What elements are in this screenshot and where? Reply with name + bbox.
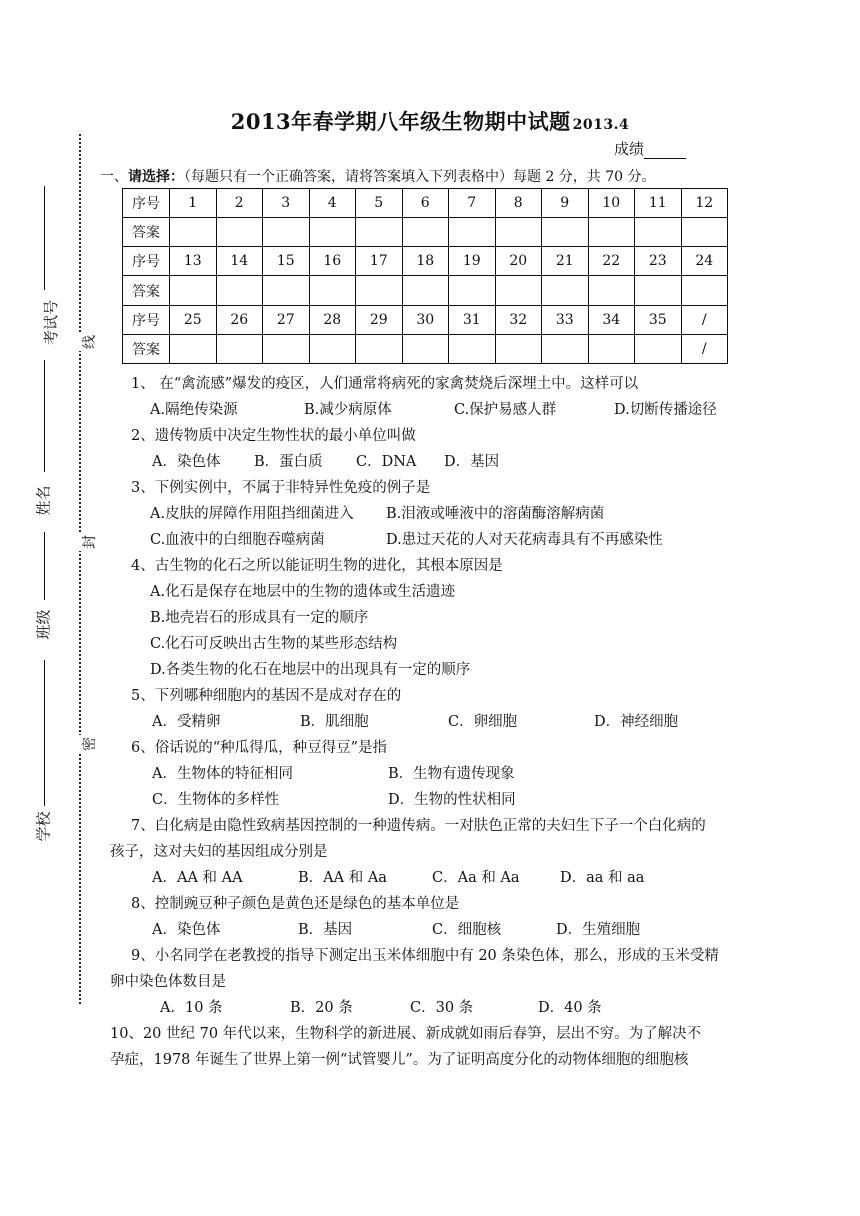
question-stem: 5、下列哪种细胞内的基因不是成对存在的 (131, 688, 402, 704)
row-label-number: 序号 (123, 189, 170, 218)
answer-cell[interactable] (542, 334, 589, 363)
question-number: 23 (635, 247, 682, 276)
question-number: 25 (170, 305, 217, 334)
answer-cell[interactable] (681, 276, 728, 305)
school-label: 学校 (34, 811, 53, 842)
option: B．AA 和 Aa (298, 870, 387, 886)
answer-cell[interactable] (356, 334, 403, 363)
answer-cell[interactable] (309, 334, 356, 363)
binding-char-seal: 封 (79, 533, 99, 551)
answer-cell[interactable] (402, 276, 449, 305)
option: B.泪液或唾液中的溶菌酶溶解病菌 (386, 506, 605, 522)
title-main: 2013年春学期八年级生物期中试题 (230, 109, 571, 134)
name-label: 姓名 (34, 485, 53, 516)
section-heading (100, 166, 656, 186)
name-line[interactable] (44, 360, 45, 472)
table-row (123, 218, 728, 247)
row-label-number: 序号 (123, 305, 170, 334)
option: D．生物的性状相同 (388, 792, 516, 808)
row-label-answer: 答案 (123, 334, 170, 363)
answer-table (122, 188, 728, 364)
answer-cell[interactable] (263, 218, 310, 247)
option: A.化石是保存在地层中的生物的遗体或生活遗迹 (150, 584, 456, 600)
table-row (123, 334, 728, 363)
answer-cell[interactable] (588, 218, 635, 247)
exam-number-line[interactable] (44, 186, 45, 290)
question-number: 5 (356, 189, 403, 218)
page-title (0, 106, 860, 136)
score-blank[interactable] (644, 142, 686, 159)
answer-cell[interactable] (402, 334, 449, 363)
answer-cell[interactable] (216, 218, 263, 247)
option: D．神经细胞 (594, 714, 679, 730)
question-number: 24 (681, 247, 728, 276)
question-number: 22 (588, 247, 635, 276)
question-number: 27 (263, 305, 310, 334)
answer-cell[interactable] (588, 276, 635, 305)
option: C．生物体的多样性 (152, 792, 280, 808)
question-number: 6 (402, 189, 449, 218)
question-number: 29 (356, 305, 403, 334)
section-title: 请选择： (128, 169, 184, 185)
table-row (123, 305, 728, 334)
class-label: 班级 (34, 609, 53, 640)
answer-cell[interactable] (449, 218, 496, 247)
option: D．生殖细胞 (556, 922, 641, 938)
answer-cell[interactable] (495, 334, 542, 363)
option: D．基因 (444, 454, 500, 470)
row-label-answer: 答案 (123, 218, 170, 247)
school-line[interactable] (44, 660, 45, 806)
answer-cell-disabled: / (681, 334, 728, 363)
question-number: 14 (216, 247, 263, 276)
option: D.各类生物的化石在地层中的出现具有一定的顺序 (150, 662, 471, 678)
score-field (614, 138, 686, 159)
question-stem: 8、控制豌豆种子颜色是黄色还是绿色的基本单位是 (131, 896, 460, 912)
option: A．10 条 (160, 1000, 223, 1016)
title-date: 2013.4 (572, 117, 630, 133)
answer-cell[interactable] (309, 276, 356, 305)
table-row (123, 276, 728, 305)
option: C.血液中的白细胞吞噬病菌 (150, 532, 325, 548)
option: D.切断传播途径 (614, 402, 717, 418)
question-stem: 10、20 世纪 70 年代以来，生物科学的新进展、新成就如雨后春笋，层出不穷。为了解决不 (110, 1026, 702, 1042)
option: A.隔绝传染源 (150, 402, 238, 418)
option: A．染色体 (152, 922, 221, 938)
question-stem: 3、下例实例中，不属于非特异性免疫的例子是 (131, 480, 431, 496)
binding-dotted-line (79, 134, 81, 1004)
option: B．肌细胞 (300, 714, 369, 730)
option: A．受精卵 (152, 714, 221, 730)
question-stem: 2、遗传物质中决定生物性状的最小单位叫做 (131, 428, 416, 444)
question-number: 16 (309, 247, 356, 276)
answer-cell[interactable] (495, 276, 542, 305)
question-number: 8 (495, 189, 542, 218)
question-number: 7 (449, 189, 496, 218)
option: D.患过天花的人对天花病毒具有不再感染性 (386, 532, 663, 548)
answer-cell[interactable] (309, 218, 356, 247)
option: B．生物有遗传现象 (388, 766, 515, 782)
question-number: 34 (588, 305, 635, 334)
answer-cell[interactable] (588, 334, 635, 363)
option: A．生物体的特征相同 (152, 766, 293, 782)
binding-char-line: 线 (79, 333, 99, 351)
answer-cell[interactable] (356, 218, 403, 247)
answer-cell[interactable] (263, 276, 310, 305)
binding-char-secret: 密 (79, 735, 99, 753)
section-instructions: （每题只有一个正确答案，请将答案填入下列表格中）每题 2 分，共 70 分。 (184, 169, 656, 185)
answer-cell[interactable] (170, 218, 217, 247)
option: B．蛋白质 (254, 454, 323, 470)
answer-cell[interactable] (356, 276, 403, 305)
option: C.化石可反映出古生物的某些形态结构 (150, 636, 398, 652)
question-stem: 1、 在“禽流感”爆发的疫区，人们通常将病死的家禽焚烧后深埋土中。这样可以 (131, 376, 639, 392)
question-number: 3 (263, 189, 310, 218)
question-number: 1 (170, 189, 217, 218)
question-number: 4 (309, 189, 356, 218)
question-stem-continued: 孩子，这对夫妇的基因组成分别是 (110, 844, 328, 860)
answer-cell[interactable] (635, 276, 682, 305)
option: C．卵细胞 (448, 714, 518, 730)
answer-cell[interactable] (263, 334, 310, 363)
option: D．40 条 (538, 1000, 602, 1016)
question-number: 28 (309, 305, 356, 334)
question-stem-continued: 孕症，1978 年诞生了世界上第一例“试管婴儿”。为了证明高度分化的动物体细胞的细胞核 (110, 1052, 689, 1068)
question-number: 21 (542, 247, 589, 276)
answer-cell[interactable] (402, 218, 449, 247)
question-number: 35 (635, 305, 682, 334)
question-number: 11 (635, 189, 682, 218)
answer-cell[interactable] (449, 334, 496, 363)
question-stem: 7、白化病是由隐性致病基因控制的一种遗传病。一对肤色正常的夫妇生下子一个白化病的 (131, 818, 706, 834)
question-number: 12 (681, 189, 728, 218)
option: A．染色体 (152, 454, 221, 470)
option: C．Aa 和 Aa (432, 870, 520, 886)
option: D．aa 和 aa (560, 870, 645, 886)
question-number: 31 (449, 305, 496, 334)
section-number: 一、 (100, 169, 128, 185)
question-stem: 9、小名同学在老教授的指导下测定出玉米体细胞中有 20 条染色体，那么，形成的玉米受精 (131, 948, 719, 964)
answer-cell[interactable] (635, 334, 682, 363)
option: B.地壳岩石的形成具有一定的顺序 (150, 610, 369, 626)
option: C.保护易感人群 (454, 402, 557, 418)
question-number: 9 (542, 189, 589, 218)
question-number: 18 (402, 247, 449, 276)
exam-number-label: 考试号 (42, 299, 61, 346)
table-row (123, 189, 728, 218)
answer-cell[interactable] (542, 218, 589, 247)
question-number: 2 (216, 189, 263, 218)
option: C．30 条 (410, 1000, 474, 1016)
question-number: 32 (495, 305, 542, 334)
option: A.皮肤的屏障作用阻挡细菌进入 (150, 506, 354, 522)
option: C．细胞核 (432, 922, 502, 938)
table-row (123, 247, 728, 276)
answer-cell[interactable] (170, 334, 217, 363)
answer-cell[interactable] (495, 218, 542, 247)
question-number: 13 (170, 247, 217, 276)
class-line[interactable] (44, 532, 45, 600)
option: C．DNA (356, 454, 417, 470)
option: A．AA 和 AA (152, 870, 243, 886)
option: B.减少病原体 (304, 402, 392, 418)
question-number: 10 (588, 189, 635, 218)
answer-cell[interactable] (635, 218, 682, 247)
answer-cell[interactable] (216, 334, 263, 363)
answer-cell[interactable] (542, 276, 589, 305)
score-label: 成绩 (614, 140, 645, 158)
question-stem: 4、古生物的化石之所以能证明生物的进化，其根本原因是 (131, 558, 503, 574)
answer-cell[interactable] (449, 276, 496, 305)
answer-cell[interactable] (681, 218, 728, 247)
question-stem: 6、俗话说的“种瓜得瓜，种豆得豆”是指 (131, 740, 388, 756)
option: B．20 条 (290, 1000, 353, 1016)
option: B．基因 (298, 922, 353, 938)
answer-cell[interactable] (170, 276, 217, 305)
question-number: 17 (356, 247, 403, 276)
answer-cell[interactable] (216, 276, 263, 305)
question-number: 20 (495, 247, 542, 276)
row-label-answer: 答案 (123, 276, 170, 305)
row-label-number: 序号 (123, 247, 170, 276)
question-number: 33 (542, 305, 589, 334)
question-number: / (681, 305, 728, 334)
question-number: 19 (449, 247, 496, 276)
question-number: 15 (263, 247, 310, 276)
question-number: 26 (216, 305, 263, 334)
question-number: 30 (402, 305, 449, 334)
question-stem-continued: 卵中染色体数目是 (110, 974, 226, 990)
